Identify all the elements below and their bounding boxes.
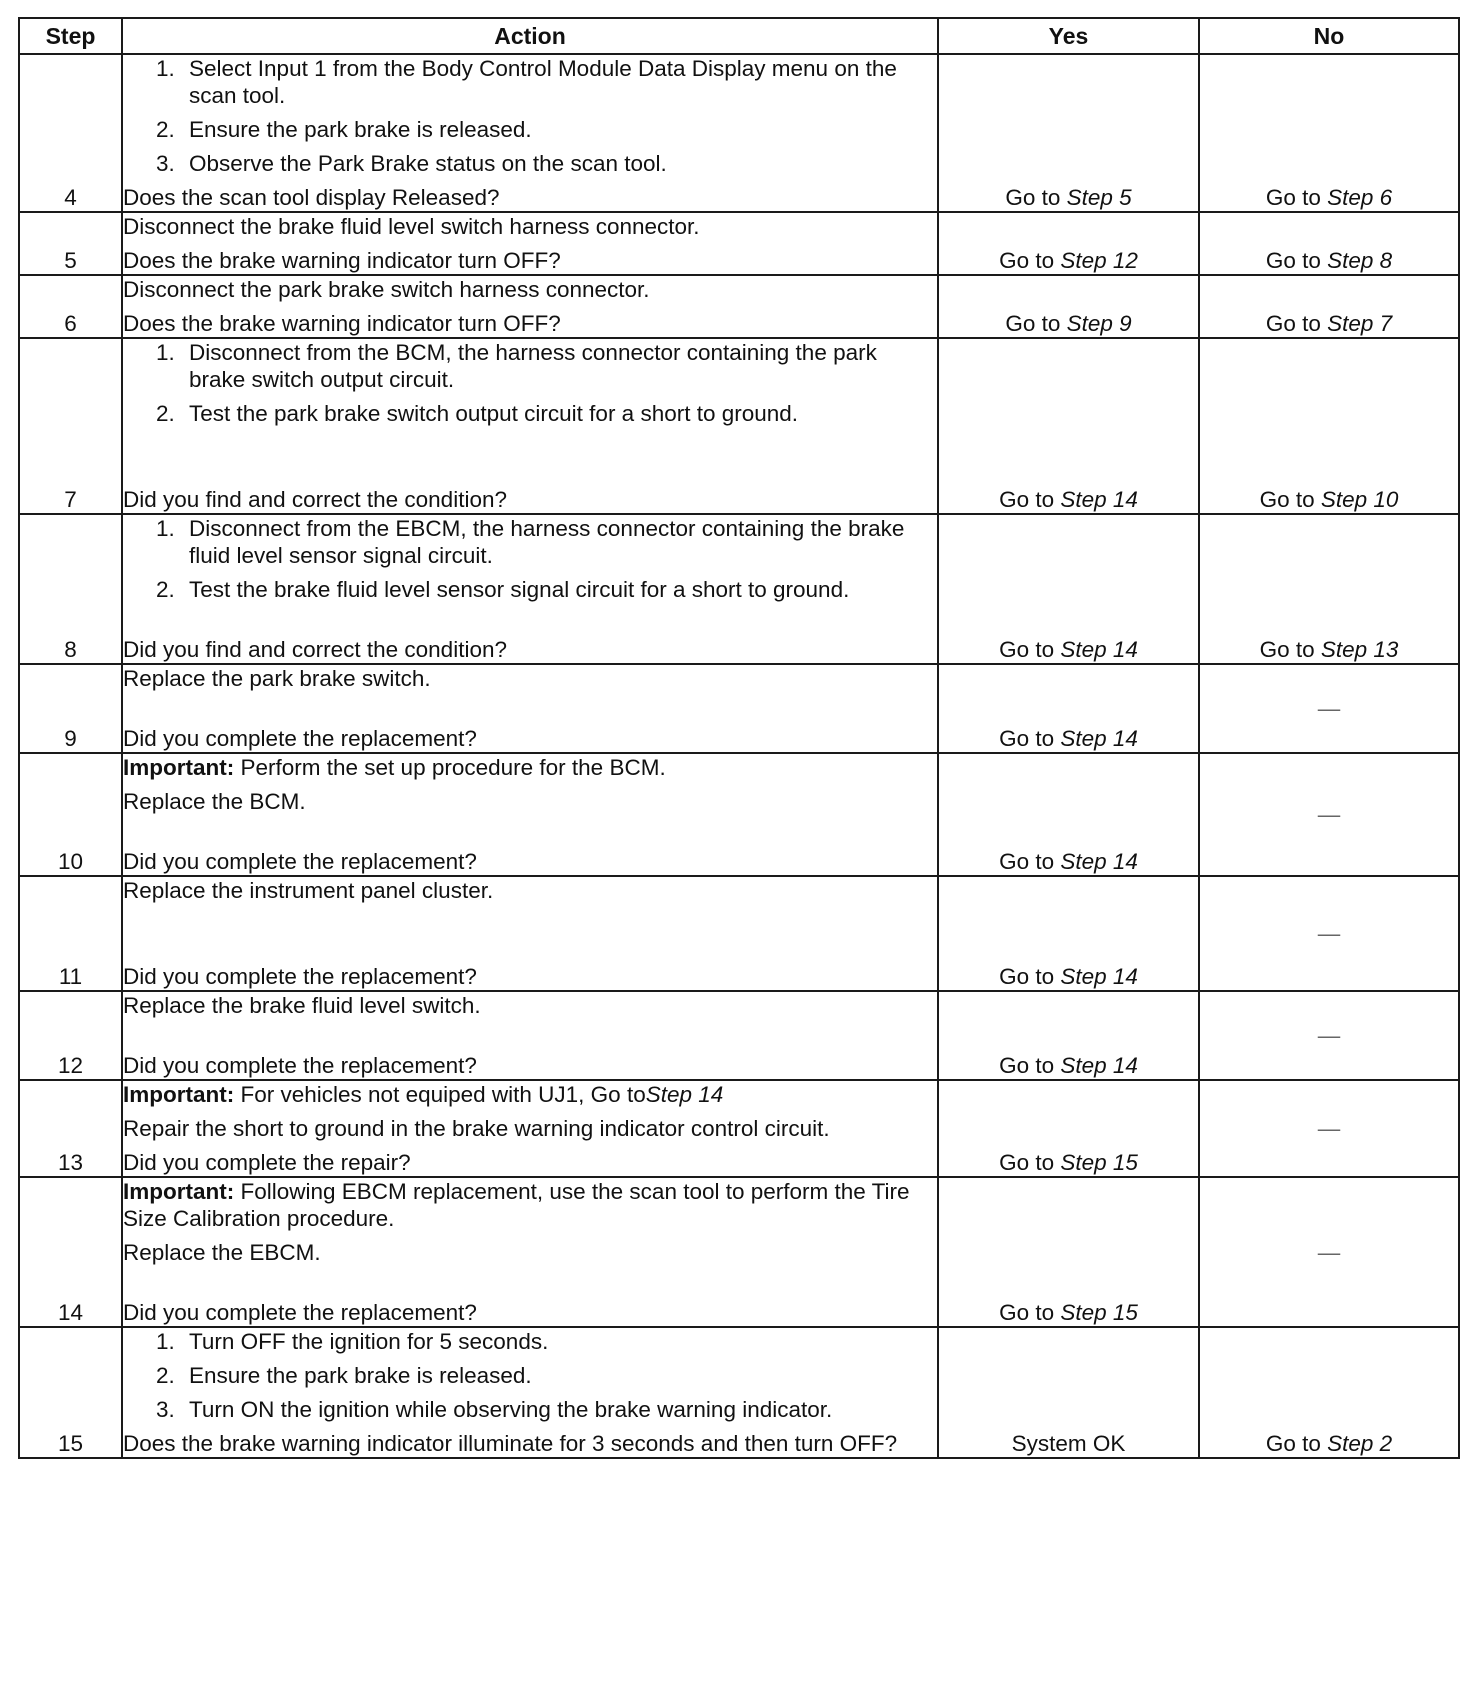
header-yes: Yes — [938, 18, 1199, 54]
table-row — [19, 876, 1459, 991]
no-cell-dash: — — [1199, 753, 1459, 876]
step-number: 10 — [19, 753, 122, 876]
no-prefix: Go to — [1265, 185, 1328, 210]
table-row — [19, 1080, 1459, 1177]
important-text: For vehicles not equiped with UJ1, Go to — [234, 1082, 646, 1107]
action-cell — [122, 275, 938, 338]
action-item: 3. Observe the Park Brake status on the scan tool. — [181, 150, 937, 177]
action-text: Replace the BCM. — [123, 789, 306, 814]
no-cell — [1199, 212, 1459, 275]
yes-step-link[interactable]: Step 5 — [1066, 185, 1132, 210]
header-action: Action — [122, 18, 938, 54]
yes-cell — [938, 876, 1199, 991]
header-row — [19, 18, 1459, 54]
yes-step-link[interactable]: Step 15 — [1060, 1150, 1138, 1175]
yes-step-link[interactable]: Step 14 — [1060, 487, 1138, 512]
table-row — [19, 753, 1459, 876]
action-item: 2. Test the brake fluid level sensor signal circuit for a short to ground. — [181, 576, 937, 603]
action-item: 2. Ensure the park brake is released. — [181, 116, 937, 143]
step-number: 8 — [19, 514, 122, 664]
yes-prefix: Go to — [999, 849, 1061, 874]
no-cell — [1199, 1327, 1459, 1458]
table-row — [19, 1177, 1459, 1327]
action-item: 2. Test the park brake switch output circuit for a short to ground. — [181, 400, 937, 427]
important-label: Important: — [123, 1082, 235, 1107]
yes-prefix: Go to — [999, 1053, 1061, 1078]
table-row — [19, 54, 1459, 212]
action-question: Does the brake warning indicator illuminate for 3 seconds and then turn OFF? — [123, 1431, 898, 1456]
table-row — [19, 1327, 1459, 1458]
action-cell — [122, 1327, 938, 1458]
no-cell — [1199, 514, 1459, 664]
action-list — [123, 1328, 937, 1423]
action-item: 3. Turn ON the ignition while observing the brake warning indicator. — [181, 1396, 937, 1423]
no-step-link[interactable]: Step 8 — [1327, 248, 1393, 273]
action-question: Did you complete the replacement? — [123, 726, 477, 751]
yes-cell — [938, 991, 1199, 1080]
no-cell — [1199, 275, 1459, 338]
yes-cell — [938, 338, 1199, 514]
action-text: Replace the brake fluid level switch. — [123, 993, 481, 1018]
action-item: 2. Ensure the park brake is released. — [181, 1362, 937, 1389]
yes-cell — [938, 212, 1199, 275]
no-step-link[interactable]: Step 6 — [1327, 185, 1393, 210]
no-prefix: Go to — [1265, 248, 1328, 273]
no-prefix: Go to — [1265, 1431, 1328, 1456]
action-question: Does the brake warning indicator turn OFF? — [123, 248, 561, 273]
no-cell-dash: — — [1199, 1080, 1459, 1177]
step-number: 7 — [19, 338, 122, 514]
step-number: 4 — [19, 54, 122, 212]
no-step-link[interactable]: Step 10 — [1320, 487, 1399, 512]
no-cell-dash: — — [1199, 876, 1459, 991]
action-question: Does the scan tool display Released? — [123, 185, 500, 210]
yes-prefix: Go to — [999, 1150, 1061, 1175]
step-number: 13 — [19, 1080, 122, 1177]
action-text: Repair the short to ground in the brake warning indicator control circuit. — [123, 1116, 830, 1141]
action-cell — [122, 1177, 938, 1327]
action-question: Does the brake warning indicator turn OFF? — [123, 311, 561, 336]
no-prefix: Go to — [1259, 487, 1321, 512]
action-question: Did you find and correct the condition? — [123, 637, 507, 662]
yes-cell — [938, 1177, 1199, 1327]
action-text: Replace the EBCM. — [123, 1240, 321, 1265]
important-text: Perform the set up procedure for the BCM. — [234, 755, 666, 780]
no-cell — [1199, 338, 1459, 514]
action-list — [123, 515, 937, 603]
important-note — [123, 1081, 937, 1108]
no-prefix: Go to — [1265, 311, 1328, 336]
yes-cell: System OK — [938, 1327, 1199, 1458]
important-label: Important: — [123, 1179, 235, 1204]
yes-cell — [938, 514, 1199, 664]
yes-prefix: Go to — [999, 637, 1061, 662]
step-number: 14 — [19, 1177, 122, 1327]
action-question: Did you complete the replacement? — [123, 1053, 477, 1078]
yes-prefix: Go to — [999, 726, 1061, 751]
no-cell-dash: — — [1199, 991, 1459, 1080]
yes-prefix: Go to — [999, 1300, 1061, 1325]
action-cell — [122, 991, 938, 1080]
header-no: No — [1199, 18, 1459, 54]
table-row — [19, 275, 1459, 338]
important-label: Important: — [123, 755, 235, 780]
no-cell — [1199, 54, 1459, 212]
action-cell — [122, 338, 938, 514]
action-text: Replace the park brake switch. — [123, 666, 431, 691]
action-list — [123, 339, 937, 427]
yes-step-link[interactable]: Step 14 — [1060, 964, 1138, 989]
diagnostic-table-page — [18, 17, 1458, 1459]
yes-cell — [938, 664, 1199, 753]
action-text: Disconnect the brake fluid level switch harness connector. — [123, 214, 700, 239]
yes-prefix: Go to — [999, 487, 1061, 512]
table-row — [19, 664, 1459, 753]
step-number: 12 — [19, 991, 122, 1080]
important-note — [123, 754, 937, 781]
important-step-link[interactable]: Step 14 — [645, 1082, 724, 1107]
yes-step-link[interactable]: Step 14 — [1060, 849, 1138, 874]
yes-cell — [938, 753, 1199, 876]
yes-step-link[interactable]: Step 9 — [1066, 311, 1132, 336]
action-cell — [122, 1080, 938, 1177]
step-number: 11 — [19, 876, 122, 991]
action-question: Did you complete the replacement? — [123, 964, 477, 989]
yes-prefix: Go to — [999, 964, 1061, 989]
header-step: Step — [19, 18, 122, 54]
action-question: Did you complete the replacement? — [123, 1300, 477, 1325]
no-step-link[interactable]: Step 7 — [1327, 311, 1393, 336]
no-cell-dash: — — [1199, 1177, 1459, 1327]
yes-cell — [938, 1080, 1199, 1177]
action-cell — [122, 212, 938, 275]
no-step-link[interactable]: Step 2 — [1327, 1431, 1393, 1456]
yes-step-link[interactable]: Step 14 — [1060, 1053, 1138, 1078]
action-question: Did you complete the repair? — [123, 1150, 411, 1175]
diagnostic-table — [18, 17, 1460, 1459]
action-cell — [122, 664, 938, 753]
step-number: 5 — [19, 212, 122, 275]
step-number: 6 — [19, 275, 122, 338]
table-row — [19, 991, 1459, 1080]
yes-prefix: Go to — [999, 248, 1061, 273]
yes-step-link[interactable]: Step 14 — [1060, 726, 1138, 751]
yes-prefix: Go to — [1005, 311, 1067, 336]
action-cell — [122, 514, 938, 664]
table-row — [19, 338, 1459, 514]
action-text: Disconnect the park brake switch harness connector. — [123, 277, 650, 302]
action-question: Did you find and correct the condition? — [123, 487, 507, 512]
yes-cell — [938, 275, 1199, 338]
yes-step-link[interactable]: Step 15 — [1060, 1300, 1138, 1325]
yes-step-link[interactable]: Step 12 — [1060, 248, 1138, 273]
table-row — [19, 212, 1459, 275]
important-text: Following EBCM replacement, use the scan tool to perform the Tire Size Calibration procedure. — [123, 1179, 910, 1231]
table-row — [19, 514, 1459, 664]
yes-cell — [938, 54, 1199, 212]
action-item: 1. Disconnect from the EBCM, the harness connector containing the brake fluid level sensor signal circuit. — [181, 515, 937, 569]
step-number: 9 — [19, 664, 122, 753]
action-cell — [122, 753, 938, 876]
action-text: Replace the instrument panel cluster. — [123, 878, 494, 903]
action-cell — [122, 876, 938, 991]
yes-step-link[interactable]: Step 14 — [1060, 637, 1138, 662]
action-list — [123, 55, 937, 177]
action-item: 1. Select Input 1 from the Body Control Module Data Display menu on the scan tool. — [181, 55, 937, 109]
step-number: 15 — [19, 1327, 122, 1458]
action-cell — [122, 54, 938, 212]
no-prefix: Go to — [1259, 637, 1321, 662]
action-item: 1. Disconnect from the BCM, the harness connector containing the park brake switch output circuit. — [181, 339, 937, 393]
important-note — [123, 1178, 937, 1232]
yes-prefix: Go to — [1005, 185, 1067, 210]
action-item: 1. Turn OFF the ignition for 5 seconds. — [181, 1328, 937, 1355]
no-cell-dash: — — [1199, 664, 1459, 753]
action-question: Did you complete the replacement? — [123, 849, 477, 874]
no-step-link[interactable]: Step 13 — [1320, 637, 1399, 662]
